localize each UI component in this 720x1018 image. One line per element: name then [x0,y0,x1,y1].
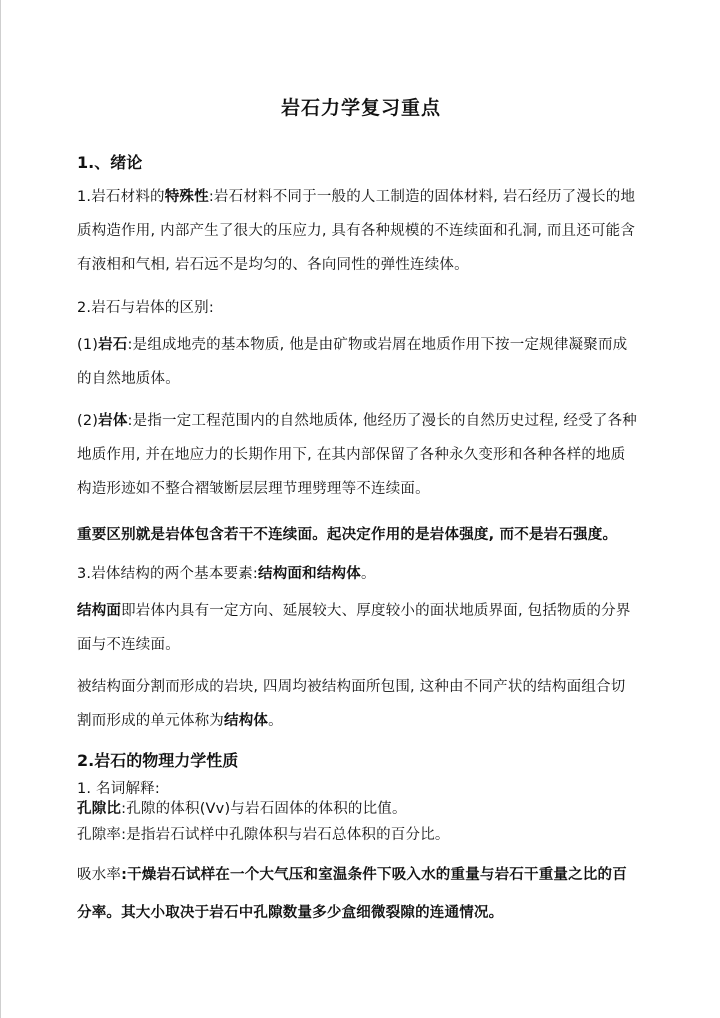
text: :是组成地壳的基本物质, 他是由矿物或岩屑在地质作用下按一定规律凝聚而成的自然地质体。 [77,337,628,387]
paragraph-key-difference: 重要区别就是岩体包含若干不连续面。起决定作用的是岩体强度, 而不是岩石强度。 [77,527,618,543]
document-title: 岩石力学复习重点 [280,97,441,119]
section-heading-intro: 1.、绪论 [77,153,143,172]
text: (2) [77,413,99,429]
text: 3.岩体结构的两个基本要素: [77,566,259,582]
paragraph-structure-elements [77,557,637,591]
paragraph-rock-particularity [77,180,637,282]
emphasis: 岩体 [98,413,128,429]
paragraph-water-absorption [77,856,637,932]
paragraph-rock-definition [77,328,637,396]
text: 被结构面分割而形成的岩块, 四周均被结构面所包围, 这种由不同产状的结构面组合切割而形成的单元体称为 [77,679,626,729]
emphasis: 孔隙比 [77,801,122,817]
text: (1) [77,337,99,353]
paragraph-terms: 1. 名词解释: [77,781,160,797]
text: 孔隙率 [77,827,122,843]
emphasis: 岩石 [98,337,128,353]
text: 吸水率 [77,867,122,883]
emphasis: 结构体 [224,713,269,729]
emphasis: 结构面 [77,603,122,619]
section-heading-physical-mechanical: 2.岩石的物理力学性质 [77,751,239,770]
paragraph-rock-vs-rockmass: 2.岩石与岩体的区别: [77,300,214,316]
paragraph-structural-body [77,670,637,738]
emphasis: 结构面和结构体 [258,566,361,582]
text: 。 [360,566,376,582]
text: 1.岩石材料的 [77,189,165,205]
text: 。 [268,713,283,729]
text: :孔隙的体积(Vv)与岩石固体的体积的比值。 [121,801,407,817]
paragraph-rockmass-definition [77,404,637,506]
paragraph-porosity [77,818,637,852]
paragraph-structural-plane [77,594,637,662]
text: :是指一定工程范围内的自然地质体, 他经历了漫长的自然历史过程, 经受了各种地质作用, 并在地应力的长期作用下, 在其内部保留了各种永久变形和各种各样的地质构造形迹如不整合褶皱断层层理节理劈理等不连续面。 [77,413,637,497]
emphasis: :干燥岩石试样在一个大气压和室温条件下吸入水的重量与岩石干重量之比的百分率。其大小取决于岩石中孔隙数量多少盒细微裂隙的连通情况。 [77,867,627,921]
text: 即岩体内具有一定方向、延展较大、厚度较小的面状地质界面, 包括物质的分界面与不连续面。 [77,603,631,653]
text: :岩石材料不同于一般的人工制造的固体材料, 岩石经历了漫长的地质构造作用, 内部产生了很大的压应力, 具有各种规模的不连续面和孔洞, 而且还可能含有液相和气相, 岩石远不是均匀的、各向同性的弹性连续体。 [77,189,636,273]
text: :是指岩石试样中孔隙体积与岩石总体积的百分比。 [121,827,450,843]
emphasis: 特殊性 [164,189,209,205]
